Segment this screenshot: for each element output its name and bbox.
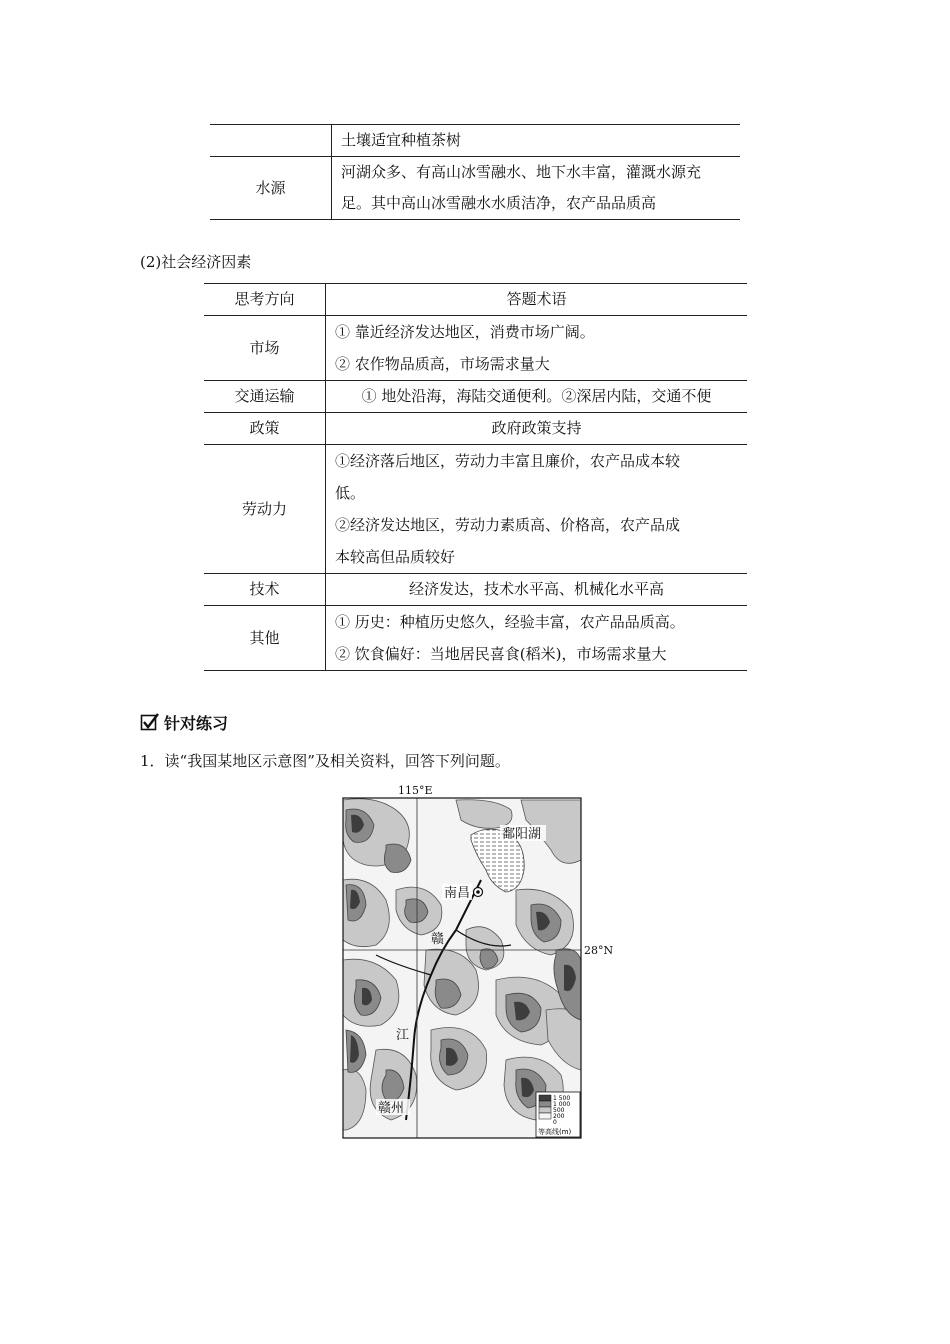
city-label-ganzhou: 赣州: [378, 1101, 405, 1116]
city-marker-dot: [476, 890, 480, 894]
content-line: ②经济发达地区，劳动力素质高、价格高，农产品成: [335, 516, 681, 534]
content-cell: [326, 606, 748, 671]
table-row: [204, 381, 747, 413]
content-line: ② 饮食偏好：当地居民喜食(稻米)，市场需求量大: [335, 645, 667, 663]
legend-swatch: [539, 1095, 551, 1101]
content-line: 河湖众多、有高山冰雪融水、地下水丰富，灌溉水源充: [341, 163, 702, 181]
content-cell: [326, 316, 748, 381]
legend-swatch: [539, 1113, 551, 1119]
content-line: 本较高但品质较好: [335, 548, 456, 566]
practice-title: 针对练习: [164, 713, 229, 733]
river-label-char2: 江: [396, 1028, 410, 1043]
content-line: ①经济落后地区，劳动力丰富且廉价，农产品成本较: [335, 452, 681, 470]
city-label-nanchang: 南昌: [444, 886, 471, 901]
natural-factors-table-continued: [210, 124, 740, 220]
table-row: [204, 316, 747, 381]
table-row: [204, 574, 747, 606]
content-cell: 经济发达，技术水平高、机械化水平高: [326, 574, 748, 606]
content-cell: [332, 157, 741, 220]
legend-caption: 等高线(m): [538, 1128, 572, 1136]
table-row: [204, 413, 747, 445]
factor-cell: 其他: [204, 606, 326, 671]
header-cell: 答题术语: [326, 284, 748, 316]
content-cell: [326, 445, 748, 574]
legend-level: 200: [553, 1113, 565, 1120]
lake-label: 鄱阳湖: [502, 827, 542, 842]
factor-cell: 技术: [204, 574, 326, 606]
content-cell: 政府政策支持: [326, 413, 748, 445]
table-row: [210, 125, 740, 157]
river-label-char1: 赣: [431, 932, 445, 947]
legend-swatch: [539, 1107, 551, 1113]
section-title: (2)社会经济因素: [140, 253, 252, 271]
practice-heading: [140, 711, 228, 733]
content-cell: 土壤适宜种植茶树: [332, 125, 741, 157]
factor-cell: 劳动力: [204, 445, 326, 574]
factor-cell: 水源: [210, 157, 332, 220]
factor-cell: 交通运输: [204, 381, 326, 413]
socioeconomic-factors-table: [204, 283, 747, 671]
content-line: ② 农作物品质高，市场需求量大: [335, 355, 550, 373]
header-cell: 思考方向: [204, 284, 326, 316]
table-row: [204, 606, 747, 671]
question-1: 1．读“我国某地区示意图”及相关资料，回答下列问题。: [140, 752, 510, 770]
content-line: 低。: [335, 484, 366, 502]
content-cell: ① 地处沿海，海陆交通便利。②深居内陆，交通不便: [326, 381, 748, 413]
factor-cell: [210, 125, 332, 157]
factor-cell: 市场: [204, 316, 326, 381]
map-legend: [536, 1092, 580, 1137]
content-line: ① 历史：种植历史悠久，经验丰富，农产品品质高。: [335, 613, 685, 631]
content-line: 足。其中高山冰雪融水水质洁净，农产品品质高: [341, 194, 657, 212]
region-map: [336, 780, 626, 1142]
table-row: [210, 157, 740, 220]
longitude-label: 115°E: [398, 784, 433, 797]
legend-level: 1 500: [553, 1095, 571, 1102]
factor-cell: 政策: [204, 413, 326, 445]
latitude-label: 28°N: [584, 944, 614, 957]
checkbox-icon: [140, 712, 160, 732]
content-line: ① 靠近经济发达地区，消费市场广阔。: [335, 323, 595, 341]
legend-level: 1 000: [553, 1101, 571, 1108]
legend-level: 0: [553, 1119, 557, 1126]
legend-level: 500: [553, 1107, 565, 1114]
table-row: [204, 445, 747, 574]
table-header-row: [204, 284, 747, 316]
legend-swatch: [539, 1101, 551, 1107]
